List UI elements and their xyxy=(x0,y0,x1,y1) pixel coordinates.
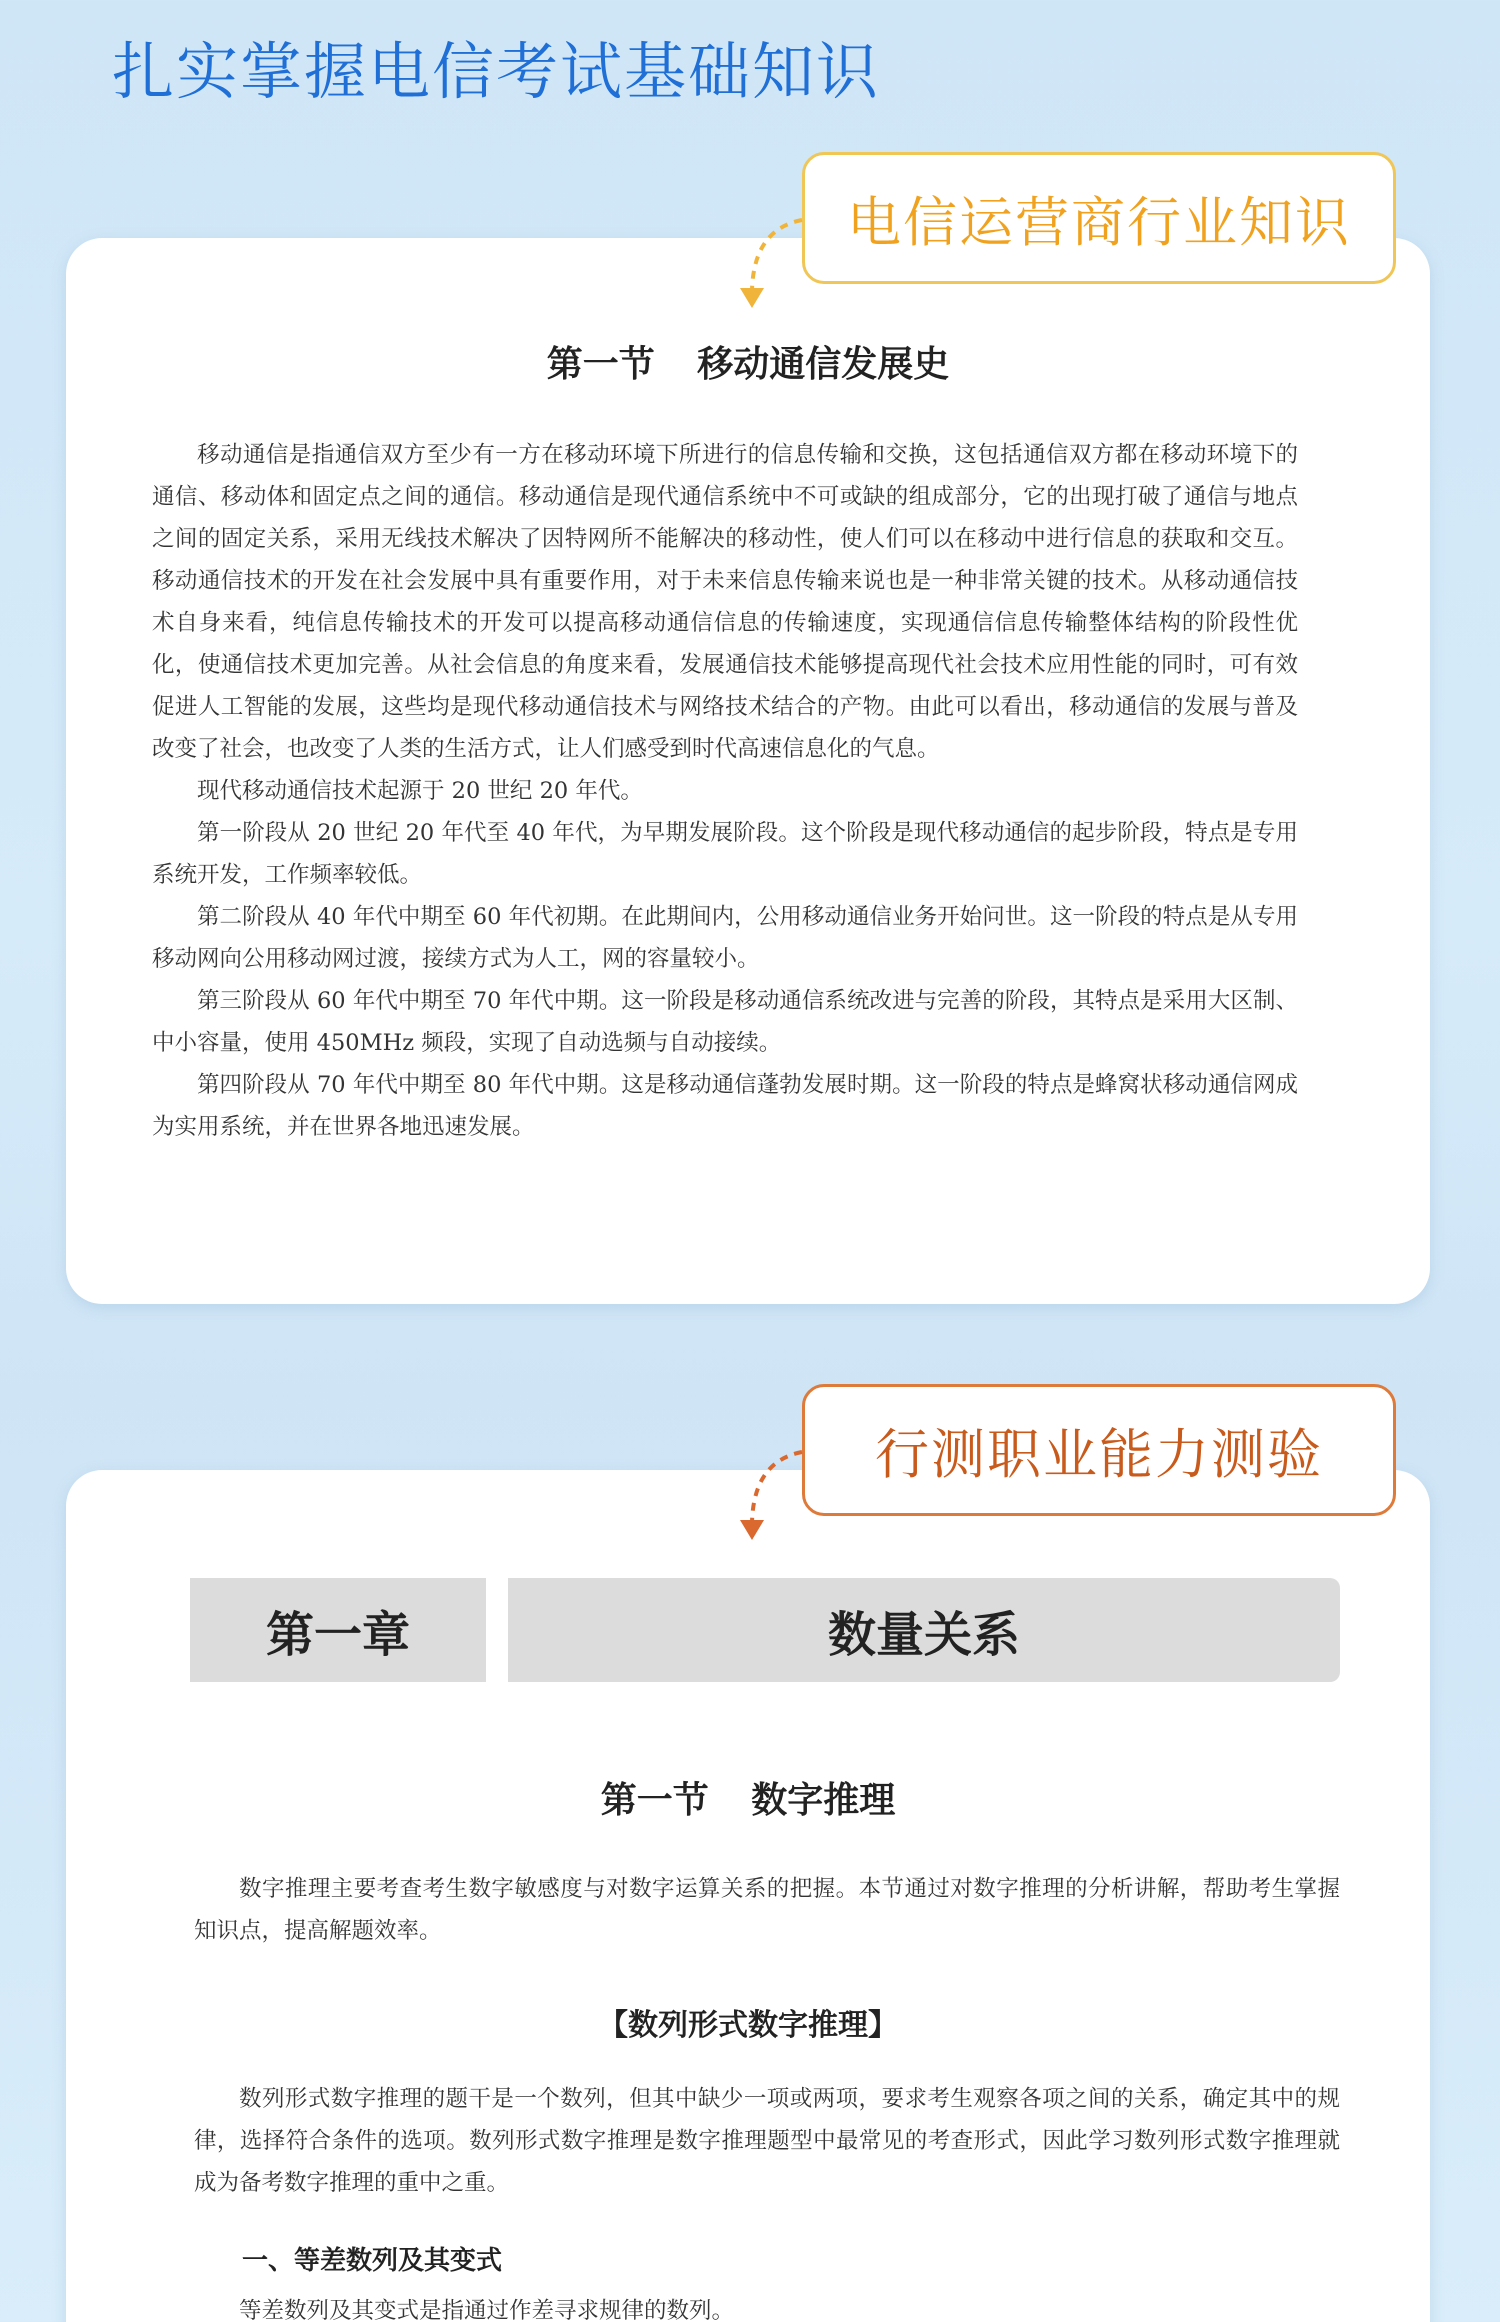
paragraph: 第四阶段从 70 年代中期至 80 年代中期。这是移动通信蓬勃发展时期。这一阶段的特点是蜂窝状移动通信网成为实用系统，并在世界各地迅速发展。 xyxy=(152,1072,1298,1140)
section-title-number-reasoning: 第一节 数字推理 xyxy=(600,1779,896,1821)
chapter-title-box: 数量关系 xyxy=(508,1578,1340,1682)
section-body-mobile-history xyxy=(152,434,1298,1148)
paragraph: 数列形式数字推理的题干是一个数列，但其中缺少一项或两项，要求考生观察各项之间的关系，确定其中的规律，选择符合条件的选项。数列形式数字推理是数字推理题型中最常见的考查形式，因此学习数列形式数字推理就成为备考数字推理的重中之重。 xyxy=(194,2086,1340,2196)
paragraph: 第三阶段从 60 年代中期至 70 年代中期。这一阶段是移动通信系统改进与完善的阶段，其特点是采用大区制、中小容量，使用 450MHz 频段，实现了自动选频与自动接续。 xyxy=(152,988,1298,1056)
category-tag-telecom: 电信运营商行业知识 xyxy=(802,152,1396,284)
paragraph: 现代移动通信技术起源于 20 世纪 20 年代。 xyxy=(197,778,643,804)
dashed-arrow-icon xyxy=(730,1442,810,1542)
arithmetic-paragraph xyxy=(194,2290,1340,2322)
sub-heading: 一、等差数列及其变式 xyxy=(242,2246,503,2276)
paragraph: 等差数列及其变式是指通过作差寻求规律的数列。 xyxy=(239,2298,735,2322)
page-title: 扎实掌握电信考试基础知识 xyxy=(112,35,881,108)
sequence-paragraph xyxy=(194,2078,1340,2204)
category-tag-aptitude: 行测职业能力测验 xyxy=(802,1384,1396,1516)
dashed-arrow-icon xyxy=(730,210,810,310)
section-title-mobile-history: 第一节 移动通信发展史 xyxy=(546,343,950,385)
paragraph: 移动通信是指通信双方至少有一方在移动环境下所进行的信息传输和交换，这包括通信双方都在移动环境下的通信、移动体和固定点之间的通信。移动通信是现代通信系统中不可或缺的组成部分，它的出现打破了通信与地点之间的固定关系，采用无线技术解决了因特网所不能解决的移动性，使人们可以在移动中进行信息的获取和交互。移动通信技术的开发在社会发展中具有重要作用，对于未来信息传输来说也是一种非常关键的技术。从移动通信技术自身来看，纯信息传输技术的开发可以提高移动通信信息的传输速度，实现通信信息传输整体结构的阶段性优化，使通信技术更加完善。从社会信息的角度来看，发展通信技术能够提高现代社会技术应用性能的同时，可有效促进人工智能的发展，这些均是现代移动通信技术与网络技术结合的产物。由此可以看出，移动通信的发展与普及改变了社会，也改变了人类的生活方式，让人们感受到时代高速信息化的气息。 xyxy=(152,442,1298,762)
subsection-title: 【数列形式数字推理】 xyxy=(598,2008,898,2043)
section-card-aptitude xyxy=(66,1470,1430,2322)
chapter-number-box: 第一章 xyxy=(190,1578,486,1682)
paragraph: 第二阶段从 40 年代中期至 60 年代初期。在此期间内，公用移动通信业务开始问世。这一阶段的特点是从专用移动网向公用移动网过渡，接续方式为人工，网的容量较小。 xyxy=(152,904,1298,972)
section-card-telecom xyxy=(66,238,1430,1304)
intro-paragraph xyxy=(194,1868,1340,1952)
paragraph: 数字推理主要考查考生数字敏感度与对数字运算关系的把握。本节通过对数字推理的分析讲解，帮助考生掌握知识点，提高解题效率。 xyxy=(194,1876,1340,1944)
paragraph: 第一阶段从 20 世纪 20 年代至 40 年代，为早期发展阶段。这个阶段是现代移动通信的起步阶段，特点是专用系统开发，工作频率较低。 xyxy=(152,820,1298,888)
